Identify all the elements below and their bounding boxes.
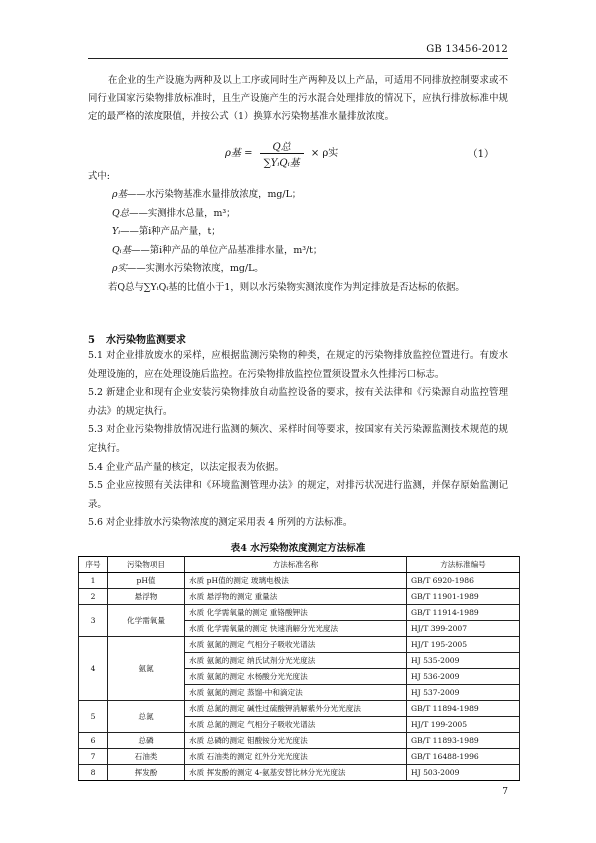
definition-text: ——实测排水总量，m³；: [129, 207, 236, 219]
cell-no: 2: [79, 589, 108, 605]
cell-no: 3: [79, 605, 108, 637]
cell-code: GB/T 6920-1986: [407, 573, 520, 589]
cell-no: 6: [79, 733, 108, 749]
cell-method: 水质 悬浮物的测定 重量法: [185, 589, 407, 605]
cell-pollutant: 氨氮: [108, 637, 185, 701]
intro-paragraph: 在企业的生产设施为两种及以上工序或同时生产两种及以上产品，可适用不同排放控制要求或不同行业国家污染物排放标准时，且生产设施产生的污水混合处理排放的情况下，应执行排放标准中规定的最严格的浓度限值，并按公式（1）换算水污染物基准水量排放浓度。: [88, 75, 508, 122]
formula-1: [225, 138, 338, 169]
cell-no: 4: [79, 637, 108, 701]
header-method: 方法标准名称: [185, 557, 407, 573]
where-label-block: [88, 168, 508, 186]
cell-method: 水质 氨氮的测定 纳氏试剂分光光度法: [185, 653, 407, 669]
clause-6: 5.6 对企业排放水污染物浓度的测定采用表 4 所列的方法标准。: [88, 517, 353, 529]
cell-method: 水质 pH值的测定 玻璃电极法: [185, 573, 407, 589]
cell-pollutant: 总磷: [108, 733, 185, 749]
table-row: [79, 637, 520, 653]
formula-equals: =: [244, 148, 253, 159]
cell-code: GB/T 11894-1989: [407, 701, 520, 717]
cell-method: 水质 挥发酚的测定 4-氨基安替比林分光光度法: [185, 765, 407, 781]
cell-code: GB/T 11901-1989: [407, 589, 520, 605]
cell-no: 8: [79, 765, 108, 781]
standard-code: GB 13456-2012: [426, 44, 508, 55]
page-number: 7: [502, 787, 508, 797]
cell-pollutant: 悬浮物: [108, 589, 185, 605]
definitions-list: [112, 186, 322, 279]
cell-pollutant: 挥发酚: [108, 765, 185, 781]
definition-text: ——实测水污染物浓度，mg/L。: [126, 263, 264, 274]
intro-block: [88, 72, 508, 126]
table-row: [79, 701, 520, 717]
methods-table: [78, 556, 520, 781]
clause-5: 5.5 企业应按照有关法律和《环境监测管理办法》的规定，对排污状况进行监测，并保存原始监测记录。: [88, 480, 508, 510]
ratio-note: 若Q总与∑YᵢQᵢ基的比值小于1，则以水污染物实测浓度作为判定排放是否达标的依据。: [108, 282, 465, 293]
clause-1: 5.1 对企业排放废水的采样，应根据监测污染物的种类，在规定的污染物排放监控位置进行。有废水处理设施的，应在处理设施后监控。在污染物排放监控位置须设置永久性排污口标志。: [88, 350, 508, 380]
formula-number: （1）: [467, 149, 494, 160]
cell-code: HJ/T 399-2007: [407, 621, 520, 637]
table-row: [79, 573, 520, 589]
definition-symbol: ρ基: [112, 189, 127, 200]
formula-lhs: ρ基: [225, 148, 241, 159]
definition-item: [112, 260, 322, 279]
header-no: 序号: [79, 557, 108, 573]
cell-code: GB/T 16488-1996: [407, 749, 520, 765]
table-body: [79, 573, 520, 781]
definition-symbol: Yᵢ: [112, 226, 121, 237]
table-caption: 表4 水污染物浓度测定方法标准: [230, 543, 366, 554]
formula-numerator: Q总: [260, 138, 304, 154]
header-rule: [88, 58, 508, 59]
definition-text: ——第i种产品的单位产品基准排水量，m³/t；: [130, 244, 323, 256]
cell-pollutant: 石油类: [108, 749, 185, 765]
cell-code: HJ 503-2009: [407, 765, 520, 781]
cell-code: GB/T 11893-1989: [407, 733, 520, 749]
table-row: [79, 765, 520, 781]
section-title: 水污染物监测要求: [106, 335, 186, 346]
definition-item: [112, 205, 322, 224]
header-item: 污染物项目: [108, 557, 185, 573]
table-row: [79, 605, 520, 621]
formula-denominator: ∑YᵢQᵢ基: [263, 158, 300, 169]
table-header-row: [79, 557, 520, 573]
definition-item: [112, 242, 322, 261]
cell-pollutant: 总氮: [108, 701, 185, 733]
cell-code: HJ 535-2009: [407, 653, 520, 669]
cell-no: 1: [79, 573, 108, 589]
cell-method: 水质 总氮的测定 碱性过硫酸钾消解紫外分光光度法: [185, 701, 407, 717]
cell-code: HJ 536-2009: [407, 669, 520, 685]
cell-no: 5: [79, 701, 108, 733]
table-row: [79, 749, 520, 765]
definition-text: ——水污染物基准水量排放浓度，mg/L；: [126, 189, 302, 200]
cell-method: 水质 化学需氧量的测定 重铬酸钾法: [185, 605, 407, 621]
clause-2: 5.2 新建企业和现有企业安装污染物排放自动监控设备的要求，按有关法律和《污染源自动监控管理办法》的规定执行。: [88, 387, 508, 417]
formula-fraction: [260, 138, 304, 169]
cell-method: 水质 氨氮的测定 水杨酸分光光度法: [185, 669, 407, 685]
section-number: 5: [88, 335, 95, 346]
cell-method: 水质 石油类的测定 红外分光光度法: [185, 749, 407, 765]
cell-method: 水质 化学需氧量的测定 快速消解分光光度法: [185, 621, 407, 637]
header-code: 方法标准编号: [407, 557, 520, 573]
definition-symbol: Qᵢ基: [112, 244, 131, 256]
definition-item: [112, 223, 322, 242]
definition-text: ——第i种产品产量，t；: [120, 226, 221, 237]
cell-pollutant: 化学需氧量: [108, 605, 185, 637]
cell-no: 7: [79, 749, 108, 765]
cell-code: GB/T 11914-1989: [407, 605, 520, 621]
cell-method: 水质 总磷的测定 钼酸铵分光光度法: [185, 733, 407, 749]
cell-method: 水质 氨氮的测定 蒸馏-中和滴定法: [185, 685, 407, 701]
cell-code: HJ 537-2009: [407, 685, 520, 701]
clause-3: 5.3 对企业污染物排放情况进行监测的频次、采样时间等要求，按国家有关污染源监测技术规范的规定执行。: [88, 424, 508, 454]
definition-symbol: Q总: [112, 207, 130, 219]
where-label: 式中:: [88, 171, 110, 182]
section-heading: [88, 331, 186, 346]
formula-times: × ρ实: [310, 148, 339, 159]
definition-item: [112, 186, 322, 205]
cell-method: 水质 总氮的测定 气相分子吸收光谱法: [185, 717, 407, 733]
cell-method: 水质 氨氮的测定 气相分子吸收光谱法: [185, 637, 407, 653]
cell-code: HJ/T 199-2005: [407, 717, 520, 733]
clauses-block: [88, 347, 508, 533]
definition-symbol: ρ实: [112, 263, 127, 274]
cell-pollutant: pH值: [108, 573, 185, 589]
clause-4: 5.4 企业产品产量的核定，以法定报表为依据。: [88, 461, 285, 473]
table-row: [79, 589, 520, 605]
cell-code: HJ/T 195-2005: [407, 637, 520, 653]
table-row: [79, 733, 520, 749]
